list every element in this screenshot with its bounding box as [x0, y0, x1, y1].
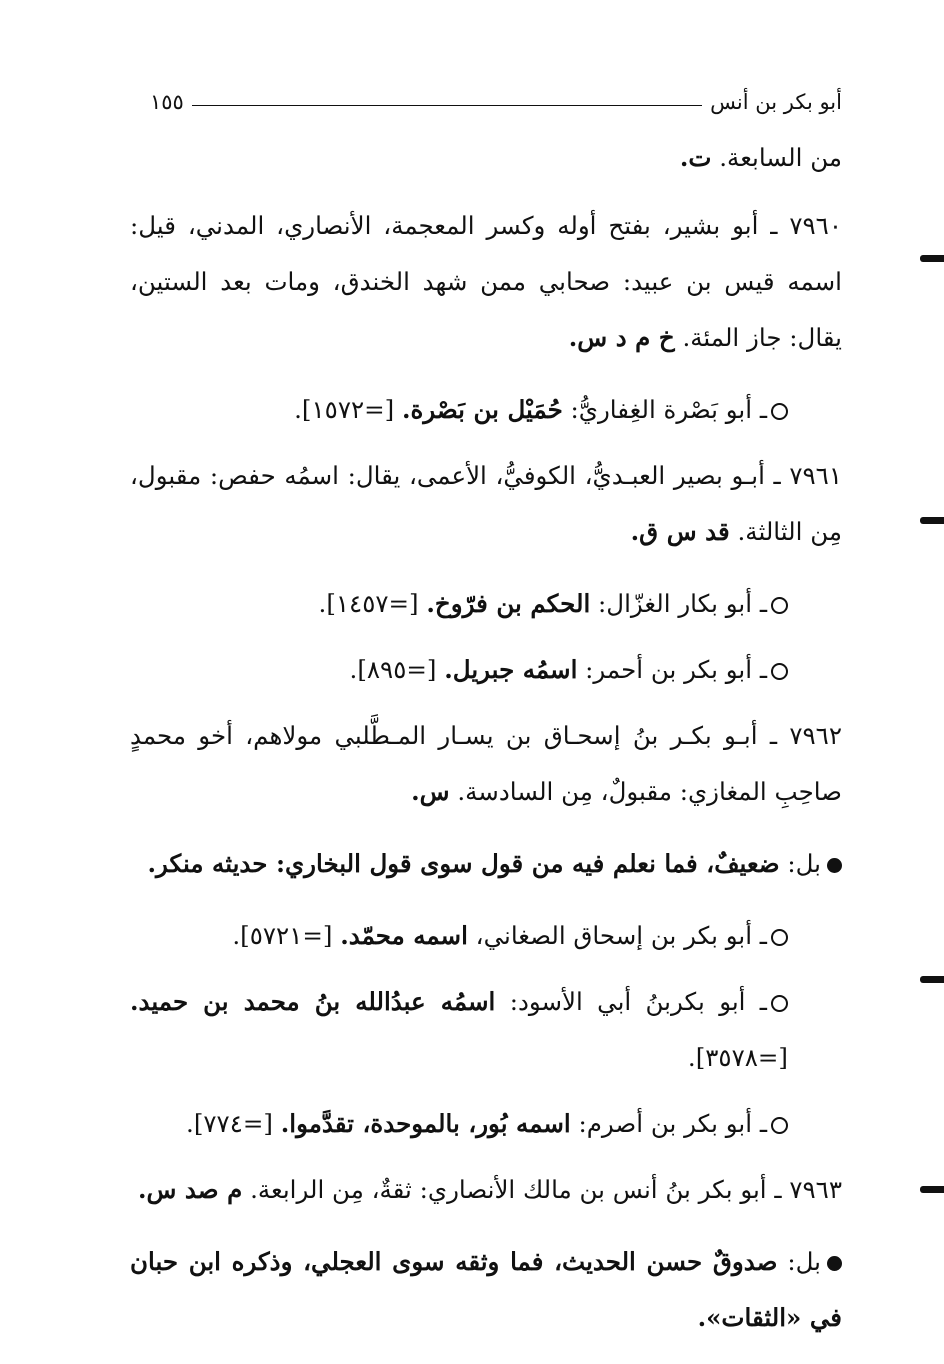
- hollow-circle-icon: [771, 995, 788, 1012]
- bold-text: اسمه محمّد.: [340, 921, 468, 950]
- bold-text: قد س ق.: [630, 517, 730, 546]
- hollow-circle-icon: [771, 663, 788, 680]
- editor-note: [130, 1234, 842, 1346]
- continuation-line: [130, 130, 842, 186]
- margin-mark: [920, 255, 944, 262]
- bold-text: اسمه بُور، بالموحدة، تقدَّموا.: [280, 1109, 571, 1138]
- margin-mark: [920, 517, 944, 524]
- biography-entry: [130, 448, 842, 560]
- text-run: ـ أبو بكر بن إسحاق الصغاني،: [467, 921, 767, 950]
- text-run: بل:: [779, 849, 821, 878]
- bold-text: س.: [411, 777, 450, 806]
- margin-mark: [920, 1186, 944, 1193]
- cross-reference: [130, 1096, 842, 1152]
- cross-reference: [130, 382, 842, 438]
- bold-text: حُمَيْل بن بَصْرة.: [402, 395, 563, 424]
- text-run: ـ أبو بَصْرة الغِفاريُّ:: [562, 395, 767, 424]
- bold-text: ضعيفٌ، فما نعلم فيه من قول سوى قول البخاري: حديثه منكر.: [147, 849, 780, 878]
- cross-reference: [130, 908, 842, 964]
- cross-reference: [130, 974, 842, 1086]
- hollow-circle-icon: [771, 929, 788, 946]
- text-run: [=٥٧٢١].: [232, 921, 341, 950]
- margin-mark: [920, 976, 944, 983]
- text-run: ٧٩٦١ ـ أبـو بصير العبـديُّ، الكوفيُّ، الأعمى، يقال: اسمُه حفص: مقبول، مِن الثالثة.: [130, 461, 842, 546]
- text-run: ٧٩٦٢ ـ أبـو بكـر بنُ إسحـاق بن يسـار المـطَّلبي مولاهم، أخو محمدٍ صاحِبِ المغازي: مقبولٌ، مِن السادسة.: [130, 721, 842, 806]
- text-run: [=١٤٥٧].: [318, 589, 427, 618]
- bold-text: خ م د س.: [568, 323, 675, 352]
- text-run: من السابعة.: [711, 143, 842, 172]
- text-run: ـ أبو بكار الغزّال:: [590, 589, 767, 618]
- hollow-circle-icon: [771, 597, 788, 614]
- page-number: ١٥٥: [150, 90, 184, 114]
- text-run: ـ أبو بكربنُ أبي الأسود:: [495, 987, 767, 1016]
- bold-text: اسمُه جبريل.: [444, 655, 578, 684]
- text-run: ـ أبو بكر بن أصرم:: [570, 1109, 767, 1138]
- filled-circle-icon: [827, 858, 842, 873]
- cross-reference: [130, 576, 842, 632]
- text-run: [=١٥٧٢].: [294, 395, 403, 424]
- text-run: بل:: [777, 1247, 821, 1276]
- hollow-circle-icon: [771, 1117, 788, 1134]
- header-rule: [192, 105, 702, 106]
- text-run: [=٨٩٥].: [349, 655, 445, 684]
- hollow-circle-icon: [771, 403, 788, 420]
- text-run: [=٣٥٧٨].: [687, 1043, 788, 1072]
- body-text: [130, 130, 842, 1362]
- text-run: ٧٩٦٣ ـ أبو بكر بنُ أنس بن مالك الأنصاري: ثقةٌ، مِن الرابعة.: [242, 1175, 842, 1204]
- bold-text: الحكم بن فرّوخ.: [426, 589, 591, 618]
- page-header: [150, 84, 842, 114]
- text-run: ـ أبو بكر بن أحمر:: [577, 655, 767, 684]
- running-title: أبو بكر بن أنس: [710, 90, 842, 114]
- bold-text: اسمُه عبدُالله بنُ محمد بن حميد.: [130, 987, 496, 1016]
- bold-text: م صد س.: [137, 1175, 243, 1204]
- biography-entry: [130, 1162, 842, 1218]
- biography-entry: [130, 198, 842, 366]
- text-run: ٧٩٦٠ ـ أبو بشير، بفتح أوله وكسر المعجمة، الأنصاري، المدني، قيل: اسمه قيس بن عبيد: صحابي ممن شهد الخندق، ومات بعد الستين، يقال: جاز المئة.: [130, 211, 842, 352]
- editor-note: [130, 836, 842, 892]
- biography-entry: [130, 708, 842, 820]
- text-run: [=٧٧٤].: [186, 1109, 281, 1138]
- filled-circle-icon: [827, 1256, 842, 1271]
- bold-text: ت.: [679, 143, 712, 172]
- bold-text: صدوقٌ حسن الحديث، فما وثقه سوى العجلي، وذكره ابن حبان في «الثقات».: [130, 1247, 842, 1332]
- cross-reference: [130, 642, 842, 698]
